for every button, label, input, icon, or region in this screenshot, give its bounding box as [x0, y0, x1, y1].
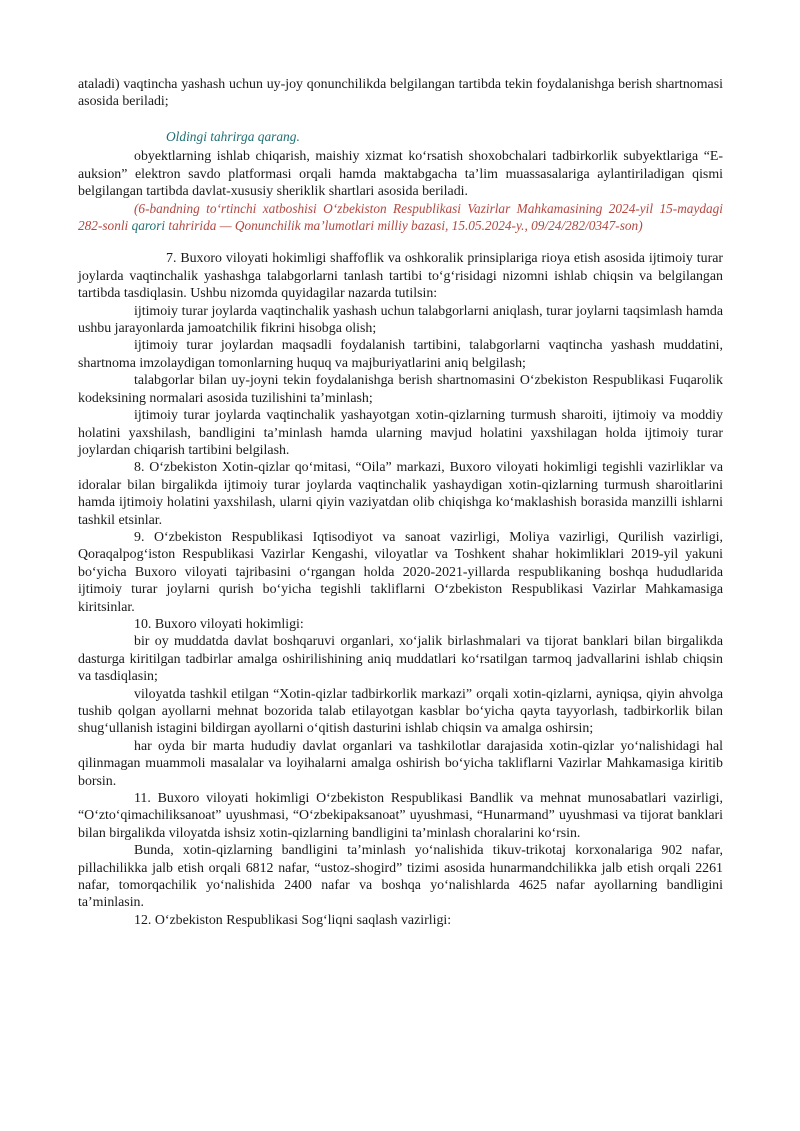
item-11-detail: Bunda, xotin-qizlarning bandligini taʼminlash yoʻnalishida tikuv-trikotaj korxonalariga 902 nafar, pillachilikka jalb etish orqali 6812 nafar, “ustoz-shogird” tizimi asosida hunarmandchilikka jalb etish orqali 2261 nafar, tomorqachilik yoʻnalishida 2400 nafar va boshqa yoʻnalishlarda 4625 nafar ayollarning bandligini taʼminlasin. [78, 843, 723, 911]
item-8: 8. Oʻzbekiston Xotin-qizlar qoʻmitasi, “Oila” markazi, Buxoro viloyati hokimligi tegishli vazirliklar va idoralar bilan birgalikda ijtimoiy turar joylarda vaqtinchalik yashaydigan xotin-qizlarning turmush sharoitlarini hamda ijtimoiy holatini yaxshilash, ularni qiyin vaziyatdan olib chiqishga koʻmaklashish borasida manzilli ishlarni tashkil etsinlar. [78, 460, 723, 528]
amendment-note-before: (6-bandning toʻrtinchi xatboshisi Oʻzbekiston Respublikasi Vazirlar Mahkamasining 2024-yil 15-maydagi 282-sonli [78, 201, 723, 234]
item-7-list-item: ijtimoiy turar joylarda vaqtinchalik yashayotgan xotin-qizlarning turmush sharoiti, ijtimoiy va moddiy holatini yaxshilash, bandligini taʼminlash hamda ularning mavjud holatini yaxshilagan holda ijtimoiy turar joylardan chiqarish tartibini belgilash. [78, 408, 723, 458]
item-10-list-item: viloyatda tashkil etilgan “Xotin-qizlar tadbirkorlik markazi” orqali xotin-qizlarni, ayniqsa, qiyin ahvolga tushib qolgan ayollarni mehnat bozorida talab etilayotgan kasblar boʻyicha qayta tayyorlash, tadbirkorlik bilan shugʻullanish istagini bildirgan ayollarni oʻqitish dasturini ishlab chiqsin va amalga oshirsin; [78, 686, 723, 737]
item-9: 9. Oʻzbekiston Respublikasi Iqtisodiyot va sanoat vazirligi, Moliya vazirligi, Qurilish vazirligi, Qoraqalpogʻiston Respublikasi Vazirlar Kengashi, viloyatlar va Toshkent shahar hokimliklari 2019-yil yakuni boʻyicha Buxoro viloyati tajribasini oʻrgangan holda 2020-2021-yillarda respublikaning boshqa hududlarida ijtimoiy turar joylarni qurish boʻyicha tegishli takliflarni Oʻzbekiston Respublikasi Vazirlar Mahkamasiga kiritsinlar. [78, 529, 723, 615]
item-11: 11. Buxoro viloyati hokimligi Oʻzbekiston Respublikasi Bandlik va mehnat munosabatlari vazirligi, “Oʻztoʻqimachiliksanoat” uyushmasi, “Oʻzbekipaksanoat” uyushmasi, “Hunarmand” uyushmasi va tijorat banklari bilan birgalikda viloyatda ishsiz xotin-qizlarning bandligini taʼminlash choralarini koʻrsin. [78, 791, 723, 841]
document-body [78, 76, 723, 929]
section-gap [78, 234, 723, 250]
amendment-decree-link[interactable]: qarori [131, 218, 166, 234]
item-12: 12. Oʻzbekiston Respublikasi Sogʻliqni saqlash vazirligi: [134, 912, 452, 928]
item-10-list-item: har oyda bir marta hududiy davlat organlari va tashkilotlar darajasida xotin-qizlar yoʻnalishidagi hal qilinmagan muammoli masalalar va loyihalarni amalga oshirish boʻyicha takliflarni Vazirlar Mahkamasiga kiritib borsin. [78, 738, 723, 789]
item-10-list-item: bir oy muddatda davlat boshqaruvi organlari, xoʻjalik birlashmalari va tijorat banklari bilan birgalikda dasturga kiritilgan tadbirlar amalga oshirilishining aniq muddatlari koʻrsatilgan tarmoq jadvallarini ishlab chiqsin va tasdiqlasin; [78, 634, 723, 685]
previous-edition-link[interactable]: Oldingi tahrirga qarang. [166, 128, 300, 144]
amendment-note-after: tahririda — Qonunchilik maʼlumotlari milliy bazasi, 15.05.2024-y., 09/24/282/0347-son) [165, 218, 643, 234]
item-7: 7. Buxoro viloyati hokimligi shaffoflik va oshkoralik prinsiplariga rioya etish asosida ijtimoiy turar joylarda vaqtinchalik yashashga talabgorlarni tanlash tartibi toʻgʻrisidagi nizomni ishlab chiqsin va belgilangan tartibda tasdiqlasin. Ushbu nizomda quyidagilar nazarda tutilsin: [78, 251, 723, 302]
item-7-list-item: ijtimoiy turar joylardan maqsadli foydalanish tartibini, talabgorlarni vaqtincha yashash muddatini, shartnoma imzolaydigan tomonlarning huquq va majburiyatlarini aniq belgilash; [78, 338, 723, 371]
item-7-list-item: talabgorlar bilan uy-joyni tekin foydalanishga berish shartnomasini Oʻzbekiston Respublikasi Fuqarolik kodeksining normalari asosida tuzilishini taʼminlash; [78, 373, 723, 406]
paragraph-continuation: ataladi) vaqtincha yashash uchun uy-joy qonunchilikda belgilangan tartibda tekin foydalanishga berish shartnomasi asosida beriladi; [78, 77, 723, 110]
paragraph-amended: obyektlarning ishlab chiqarish, maishiy xizmat koʻrsatish shoxobchalari tadbirkorlik subyektlariga “E-auksion” elektron savdo platformasi orqali hamda maktabgacha taʼlim muassasalariga aylantiriladigan qismi belgilangan tartibda davlat-xususiy sheriklik shartlari asosida beriladi. [78, 149, 723, 200]
previous-edition-row [78, 128, 723, 145]
amendment-note [78, 200, 723, 234]
item-7-list-item: ijtimoiy turar joylarda vaqtinchalik yashash uchun talabgorlarni aniqlash, turar joylarni taqsimlash hamda ushbu jarayonlarda jamoatchilik fikrini hisobga olish; [78, 303, 723, 337]
item-10: 10. Buxoro viloyati hokimligi: [134, 616, 304, 632]
